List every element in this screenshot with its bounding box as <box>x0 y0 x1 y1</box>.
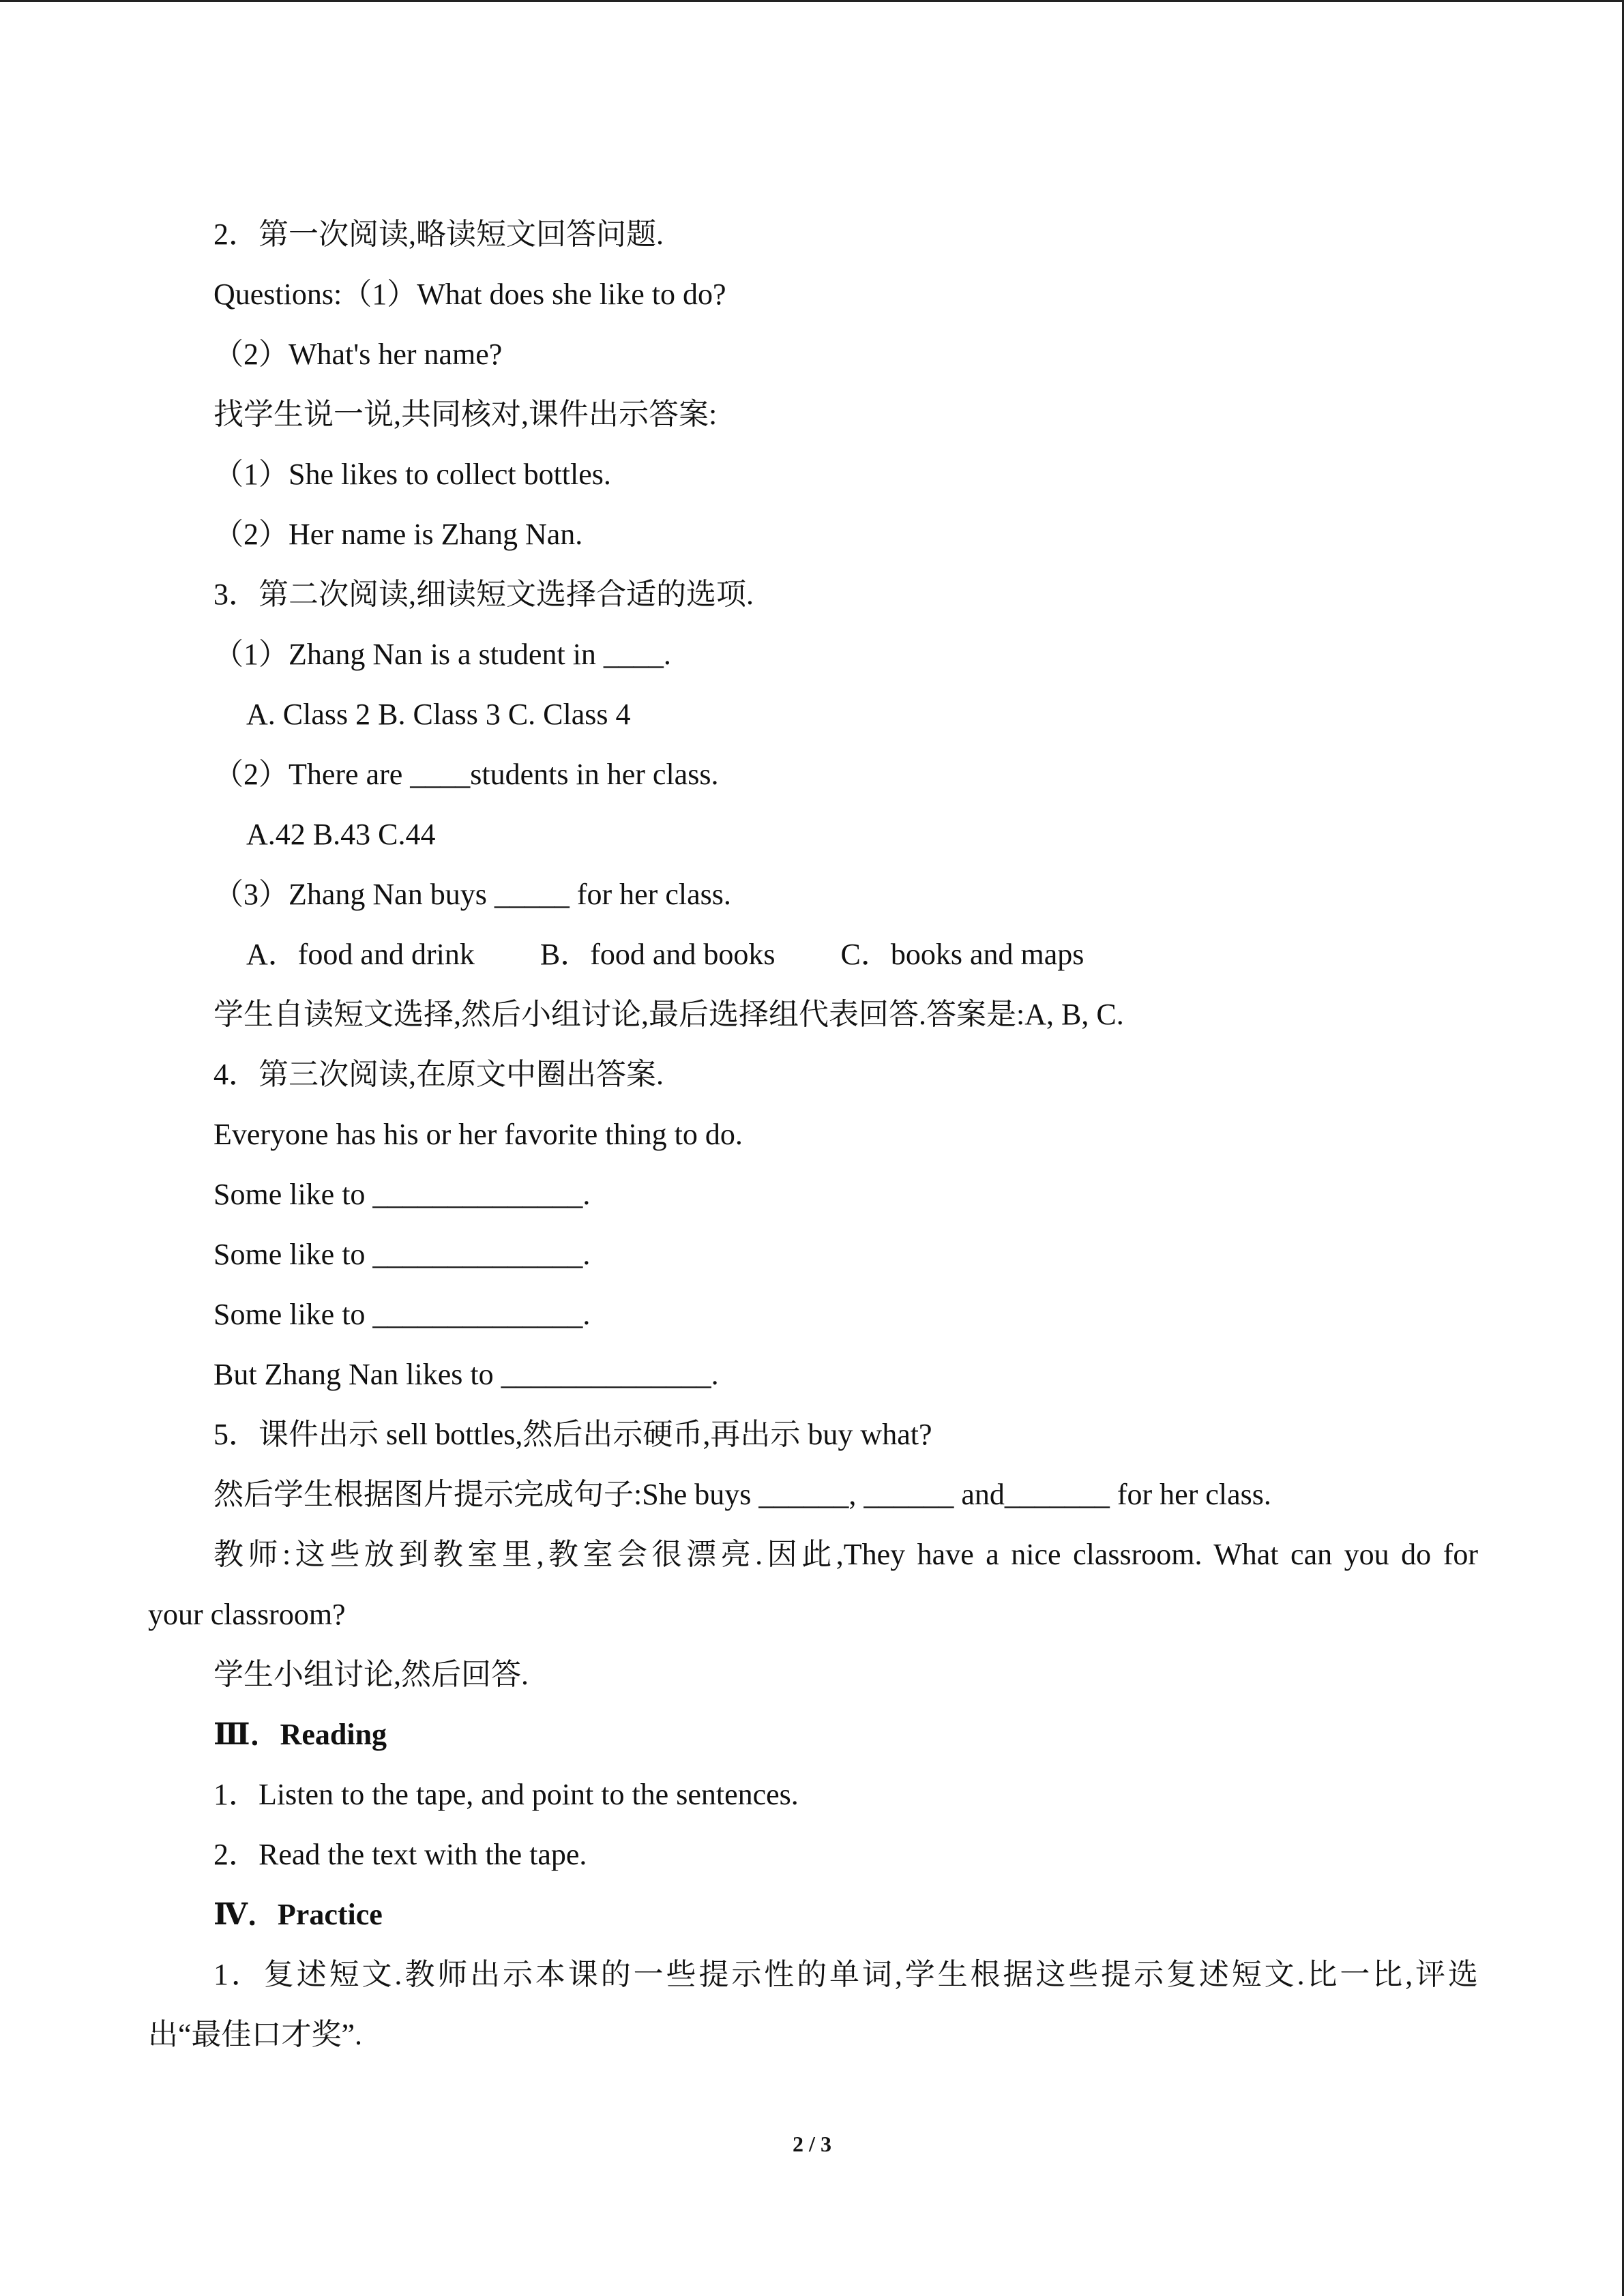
choice-question-3: （3）Zhang Nan buys _____ for her class. <box>213 878 731 911</box>
option-c: C．books and maps <box>840 938 1084 971</box>
answer-1: （1）She likes to collect bottles. <box>213 458 611 491</box>
choice-options-2: A.42 B.43 C.44 <box>246 818 436 851</box>
step-2-heading: 2．第一次阅读,略读短文回答问题. <box>213 218 664 251</box>
option-a: A．food and drink <box>246 938 475 971</box>
reading-step-1: 1．Listen to the tape, and point to the sentences. <box>213 1778 799 1811</box>
blank-line-4: But Zhang Nan likes to ______________. <box>213 1358 719 1391</box>
reading-step-2: 2．Read the text with the tape. <box>213 1838 587 1871</box>
choice-question-1: （1）Zhang Nan is a student in ____. <box>213 638 671 671</box>
section-practice-heading: Ⅳ．Practice <box>213 1898 383 1931</box>
question-2: （2）What's her name? <box>213 338 503 371</box>
teacher-prompt-continued: your classroom? <box>148 1598 346 1631</box>
group-discussion: 学生小组讨论,然后回答. <box>213 1658 529 1691</box>
instruction-check: 找学生说一说,共同核对,课件出示答案: <box>213 398 718 431</box>
practice-step-1: 1．复述短文.教师出示本课的一些提示性的单词,学生根据这些提示复述短文.比一比,评选 <box>213 1958 1478 1991</box>
option-b: B．food and books <box>540 938 776 971</box>
choice-question-2: （2）There are ____students in her class. <box>213 758 719 791</box>
blank-line-1: Some like to ______________. <box>213 1178 591 1211</box>
choice-answer-note: 学生自读短文选择,然后小组讨论,最后选择组代表回答.答案是:A, B, C. <box>213 998 1124 1031</box>
choice-options-1: A. Class 2 B. Class 3 C. Class 4 <box>246 698 631 731</box>
step-5-heading: 5．课件出示 sell bottles,然后出示硬币,再出示 buy what? <box>213 1418 932 1451</box>
blank-line-3: Some like to ______________. <box>213 1298 591 1331</box>
sentence-completion: 然后学生根据图片提示完成句子:She buys ______, ______ and_______ for her class. <box>213 1478 1271 1511</box>
page-top-border <box>0 0 1624 2</box>
teacher-prompt: 教师:这些放到教室里,教室会很漂亮.因此,They have a nice classroom. What can you do for <box>213 1538 1478 1571</box>
document-body <box>148 205 1478 2065</box>
practice-step-1-continued: 出“最佳口才奖”. <box>148 2018 363 2051</box>
step-3-heading: 3．第二次阅读,细读短文选择合适的选项. <box>213 578 754 611</box>
blank-line-2: Some like to ______________. <box>213 1238 591 1271</box>
page-number: 2 / 3 <box>793 2132 831 2156</box>
text-line-everyone: Everyone has his or her favorite thing to do. <box>213 1118 743 1151</box>
question-1: Questions:（1）What does she like to do? <box>213 278 726 311</box>
choice-options-3 <box>148 925 1478 985</box>
answer-2: （2）Her name is Zhang Nan. <box>213 518 583 551</box>
step-4-heading: 4．第三次阅读,在原文中圈出答案. <box>213 1058 664 1091</box>
section-reading-heading: Ⅲ．Reading <box>213 1718 387 1751</box>
